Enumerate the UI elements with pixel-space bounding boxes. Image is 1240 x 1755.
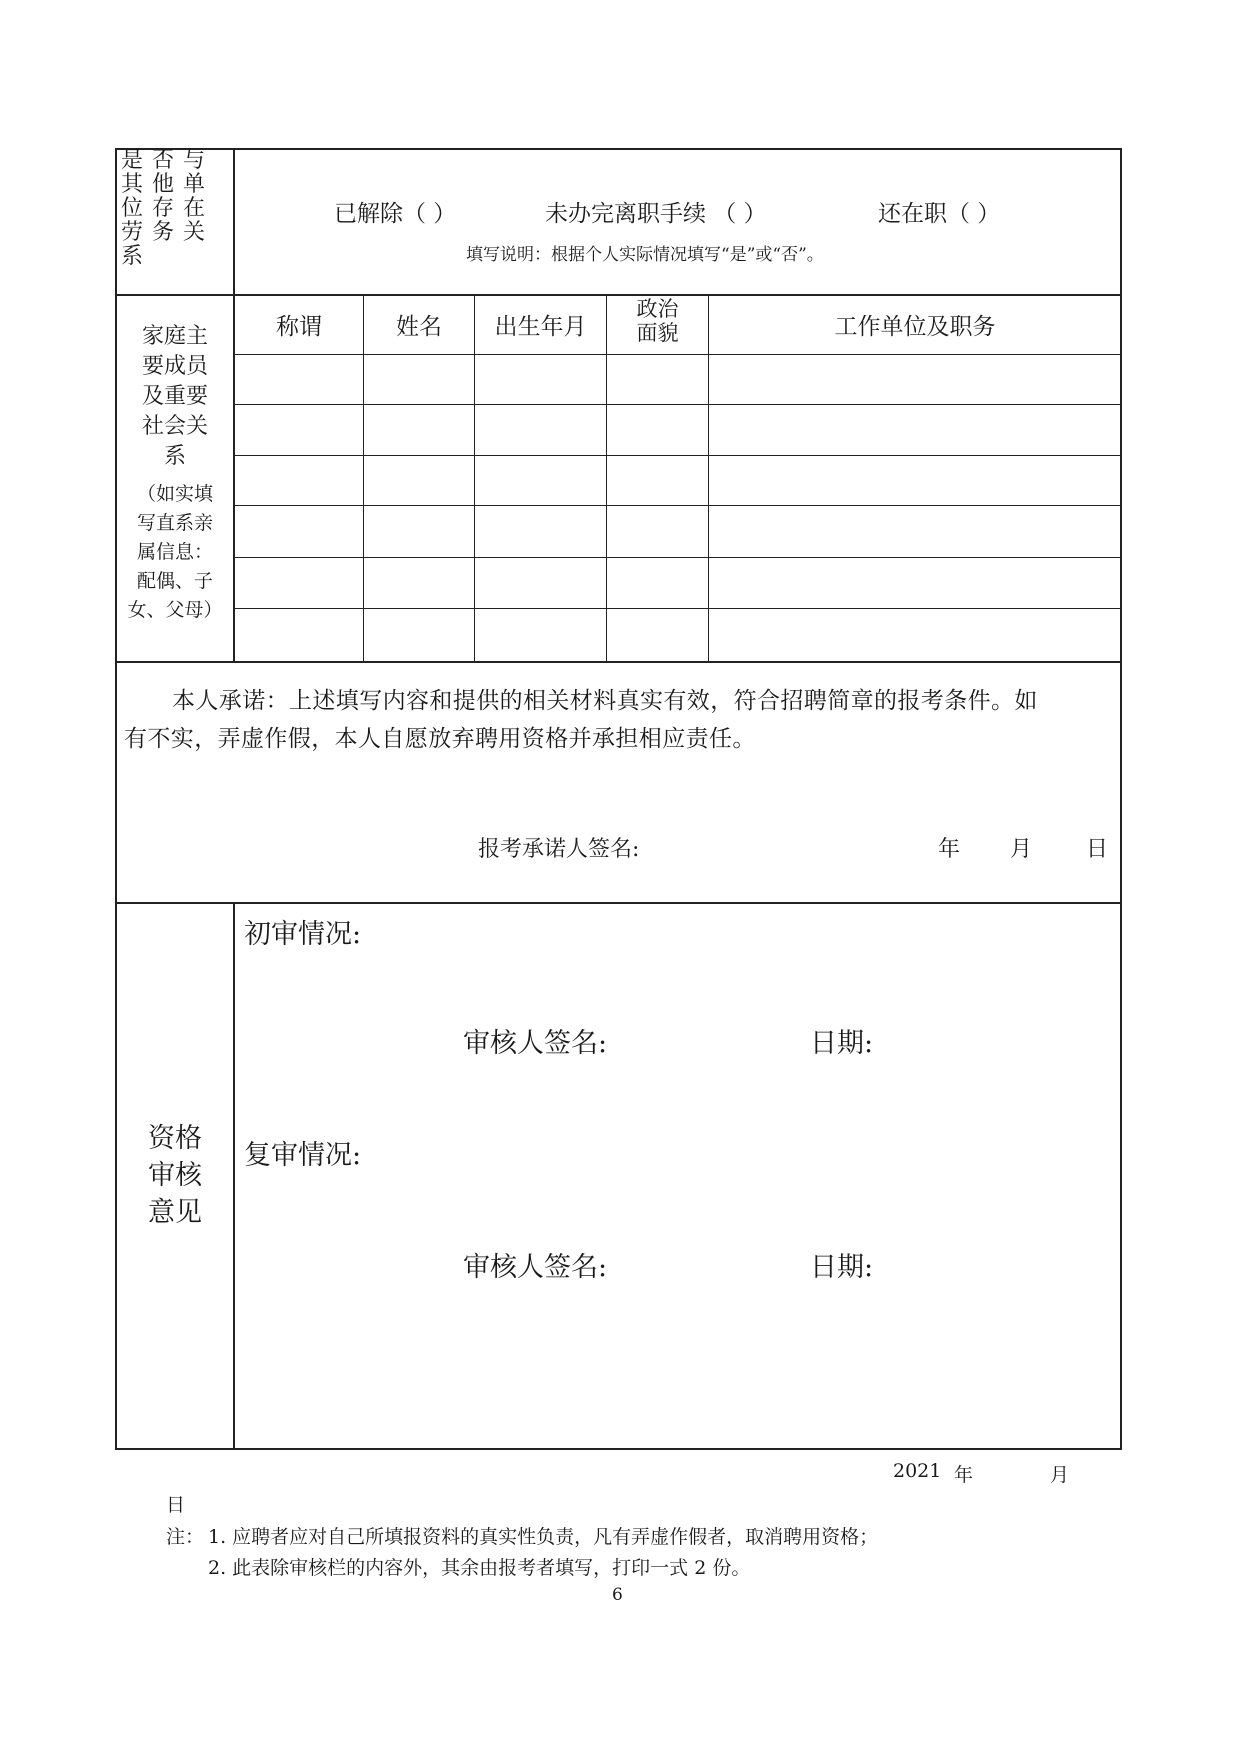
pledge-date-day: 日	[1086, 837, 1109, 862]
footer-day-char: 日	[166, 1494, 186, 1516]
initial-review-date: 日期:	[810, 1028, 874, 1059]
col-header-workplace: 工作单位及职务	[834, 314, 996, 340]
family-sublabel-line: 写直系亲	[136, 512, 213, 534]
labor-label-line: 位 存 在	[121, 196, 206, 221]
family-label-line: 系	[163, 444, 186, 469]
labor-relation-label	[121, 149, 233, 269]
label-col-sep-top	[233, 148, 235, 662]
label-col-sep-review	[233, 902, 235, 1450]
family-sublabel-line: 属信息：	[136, 541, 213, 563]
family-label-line: 家庭主	[141, 324, 208, 349]
labor-label-line: 其 他 单	[121, 172, 206, 197]
labor-option-employed: 还在职（ ）	[878, 201, 1001, 227]
labor-label-line: 是 否 与	[121, 148, 206, 173]
family-col-sep-3	[606, 294, 607, 662]
family-col-sep-2	[474, 294, 475, 662]
labor-option-resolved: 已解除（ ）	[334, 201, 457, 227]
family-row-sep-6	[233, 608, 1122, 609]
family-label	[117, 322, 233, 472]
initial-reviewer-signature: 审核人签名:	[463, 1028, 608, 1059]
footer-note-prefix: 注：	[166, 1526, 205, 1548]
pledge-sign-label: 报考承诺人签名:	[478, 837, 640, 862]
table-border-bottom	[115, 1448, 1122, 1450]
review-label	[117, 1120, 233, 1231]
family-row-sep-4	[233, 505, 1122, 506]
second-review-label: 复审情况:	[244, 1140, 362, 1171]
family-sublabel-line: 配偶、子	[136, 570, 213, 592]
table-border-right	[1120, 148, 1122, 1450]
footer-note-2: 2. 此表除审核栏的内容外，其余由报考者填写，打印一式 2 份。	[208, 1557, 751, 1579]
family-sublabel-line: （如实填	[136, 483, 213, 505]
col-header-political: 政治 面貌	[636, 297, 679, 345]
family-col-sep-4	[708, 294, 709, 662]
pledge-date-month: 月	[1010, 837, 1033, 862]
initial-review-label: 初审情况:	[244, 919, 362, 950]
footer-year-char: 年	[954, 1464, 974, 1486]
family-col-sep-1	[363, 294, 364, 662]
review-label-line: 审核	[148, 1160, 202, 1191]
second-reviewer-signature: 审核人签名:	[463, 1252, 608, 1283]
page-number: 6	[612, 1585, 623, 1605]
divider-pledge-review	[115, 902, 1122, 904]
col-header-birth: 出生年月	[494, 314, 587, 340]
family-sublabel	[117, 480, 233, 625]
family-label-line: 社会关	[141, 414, 208, 439]
labor-fill-note: 填写说明：根据个人实际情况填写“是”或“否”。	[466, 245, 824, 265]
review-label-line: 意见	[148, 1197, 202, 1228]
labor-option-pending: 未办完离职手续 （ ）	[545, 201, 767, 227]
col-header-name: 姓名	[396, 314, 442, 340]
divider-labor-family	[115, 294, 1122, 296]
col-header-relation: 称谓	[276, 314, 322, 340]
divider-family-pledge	[115, 661, 1122, 663]
pledge-text-line2: 有不实，弄虚作假，本人自愿放弃聘用资格并承担相应责任。	[124, 726, 756, 752]
pledge-date-year: 年	[938, 837, 961, 862]
family-row-sep-2	[233, 404, 1122, 405]
footer-year: 2021	[893, 1460, 942, 1482]
footer-note-1: 1. 应聘者应对自己所填报资料的真实性负责，凡有弄虚作假者，取消聘用资格；	[208, 1526, 879, 1548]
table-border-top	[115, 148, 1122, 150]
family-row-sep-5	[233, 557, 1122, 558]
footer-month-char: 月	[1050, 1464, 1070, 1486]
family-sublabel-line: 女、父母）	[127, 599, 223, 621]
family-label-line: 要成员	[141, 354, 208, 379]
labor-label-line: 劳 务 关	[121, 220, 206, 245]
family-label-line: 及重要	[141, 384, 208, 409]
second-review-date: 日期:	[810, 1252, 874, 1283]
family-row-sep-1	[233, 354, 1122, 355]
pledge-text-line1: 本人承诺：上述填写内容和提供的相关材料真实有效，符合招聘简章的报考条件。如	[172, 688, 1038, 714]
labor-label-line: 系	[121, 244, 145, 269]
review-label-line: 资格	[148, 1123, 202, 1154]
family-row-sep-3	[233, 455, 1122, 456]
